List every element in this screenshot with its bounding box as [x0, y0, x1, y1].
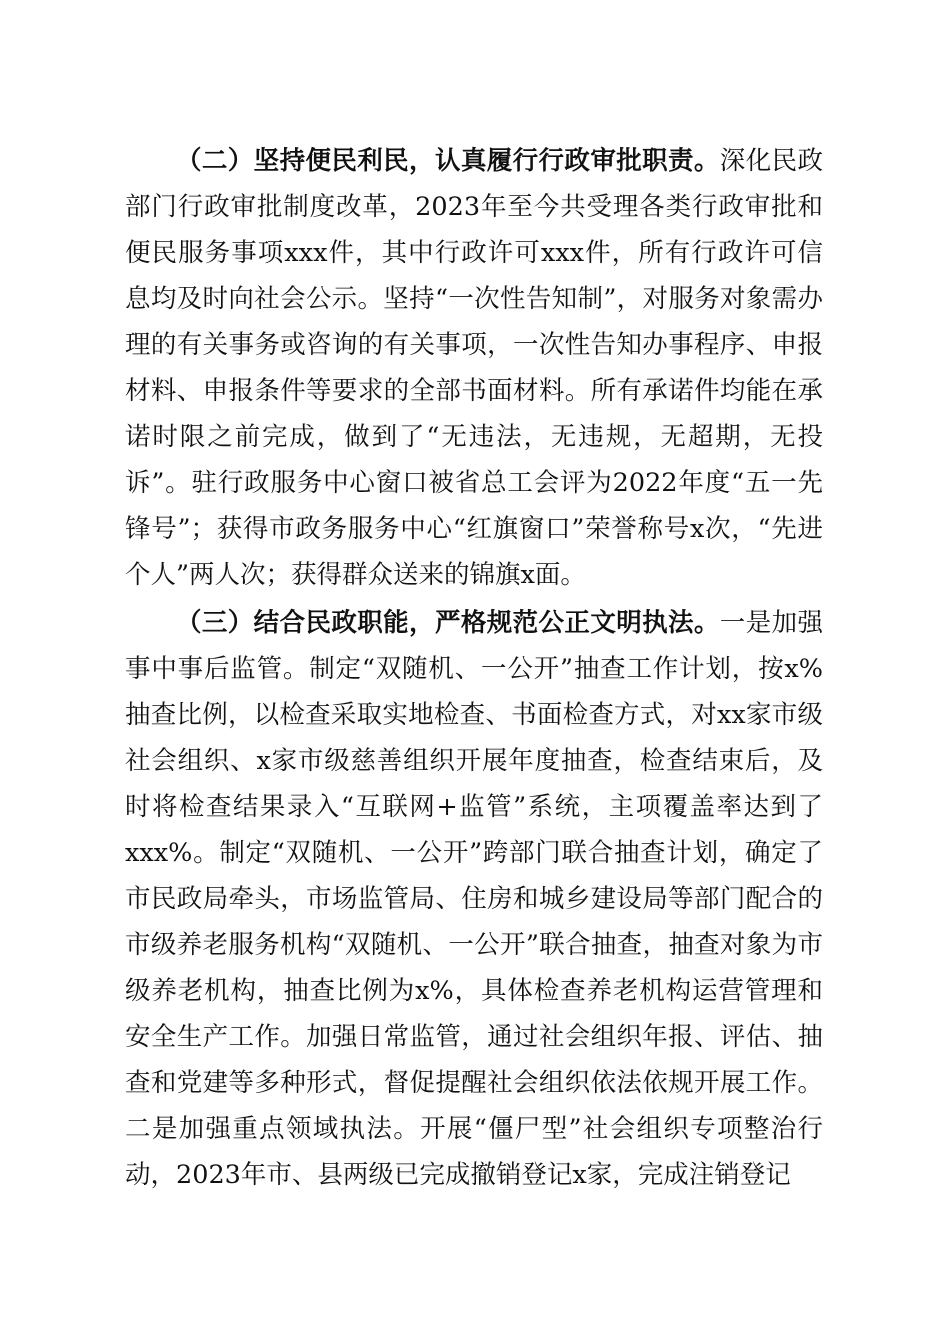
- paragraph-3-heading: （三）结合民政职能，严格规范公正文明执法。: [176, 608, 720, 638]
- document-body: [125, 138, 823, 1198]
- paragraph-2: [125, 138, 823, 598]
- paragraph-2-heading: （二）坚持便民利民，认真履行行政审批职责。: [176, 146, 720, 176]
- paragraph-3-text: 一是加强事中事后监管。制定“双随机、一公开”抽查工作计划，按x%抽查比例，以检查采取实地检查、书面检查方式，对xx家市级社会组织、x家市级慈善组织开展年度抽查，检查结束后，及时将检查结果录入“互联网+监管”系统，主项覆盖率达到了xxx%。制定“双随机、一公开”跨部门联合抽查计划，确定了市民政局牵头，市场监管局、住房和城乡建设局等部门配合的市级养老服务机构“双随机、一公开”联合抽查，抽查对象为市级养老机构，抽查比例为x%，具体检查养老机构运营管理和安全生产工作。加强日常监管，通过社会组织年报、评估、抽查和党建等多种形式，督促提醒社会组织依法依规开展工作。二是加强重点领域执法。开展“僵尸型”社会组织专项整治行动，2023年市、县两级已完成撤销登记x家，完成注销登记: [125, 608, 823, 1190]
- paragraph-3: [125, 600, 823, 1198]
- paragraph-2-text: 深化民政部门行政审批制度改革，2023年至今共受理各类行政审批和便民服务事项xxx件，其中行政许可xxx件，所有行政许可信息均及时向社会公示。坚持“一次性告知制”，对服务对象需办理的有关事务或咨询的有关事项，一次性告知办事程序、申报材料、申报条件等要求的全部书面材料。所有承诺件均能在承诺时限之前完成，做到了“无违法，无违规，无超期，无投诉”。驻行政服务中心窗口被省总工会评为2022年度“五一先锋号”；获得市政务服务中心“红旗窗口”荣誉称号x次，“先进个人”两人次；获得群众送来的锦旗x面。: [125, 146, 823, 590]
